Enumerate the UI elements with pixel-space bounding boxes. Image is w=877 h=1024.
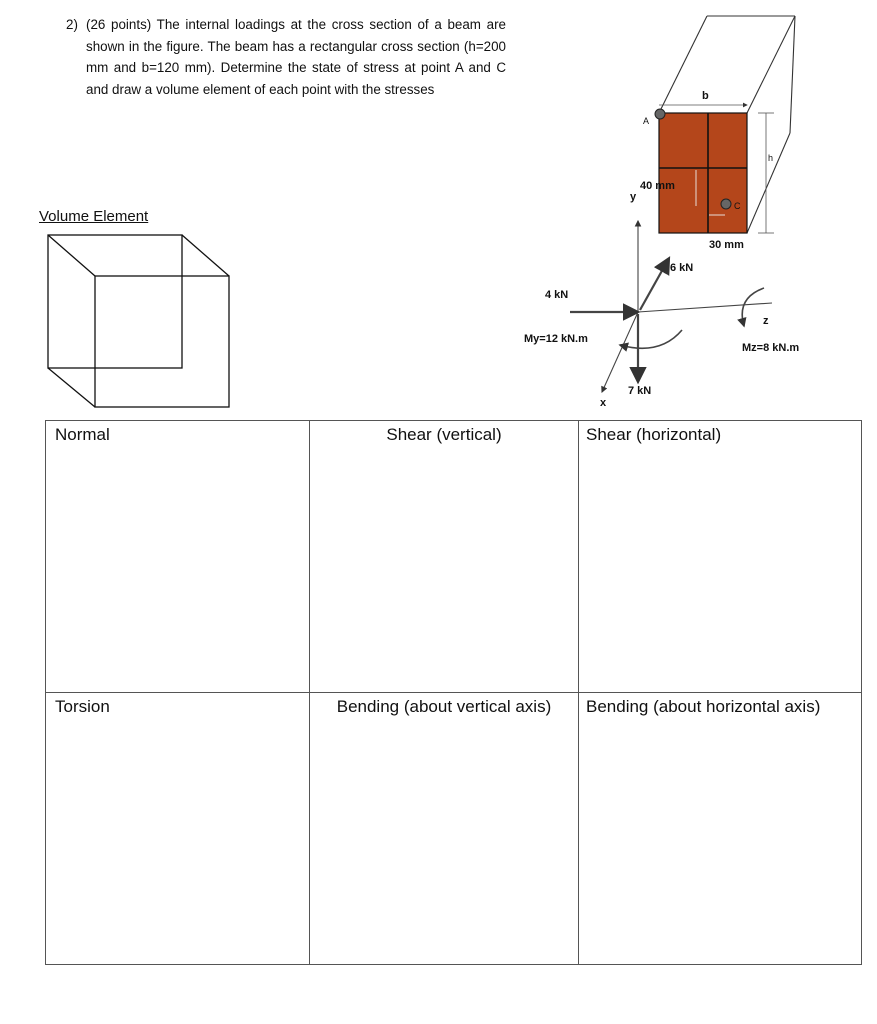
problem-number: 2)	[66, 17, 78, 32]
cell-shear-vertical	[310, 421, 579, 693]
moment-mz-arrow	[742, 288, 764, 326]
point-c-marker	[721, 199, 731, 209]
cell-label: Normal	[55, 425, 110, 444]
table-row	[46, 421, 862, 693]
axis-x-label: x	[600, 397, 607, 409]
dim-40-label: 40 mm	[640, 180, 675, 192]
force-6kn-label: 6 kN	[670, 262, 694, 274]
cell-bending-horizontal	[579, 693, 862, 965]
dimension-h	[758, 113, 774, 233]
moment-my-label: My=12 kN.m	[524, 333, 588, 345]
dimension-b	[659, 90, 747, 105]
x-axis	[602, 312, 638, 392]
force-4kn-label: 4 kN	[545, 289, 569, 301]
cell-label: Bending (about vertical axis)	[336, 697, 552, 716]
force-6kn-arrow	[640, 260, 668, 310]
volume-element-label: Volume Element	[39, 208, 149, 225]
stress-table	[45, 420, 862, 965]
cell-label: Bending (about horizontal axis)	[586, 697, 821, 716]
moment-my-arrow	[620, 330, 682, 348]
moment-mz-label: Mz=8 kN.m	[742, 342, 800, 354]
point-a-label: A	[643, 116, 650, 126]
cell-label: Torsion	[55, 697, 110, 716]
beam-loading-figure	[500, 8, 830, 410]
axis-y-label: y	[630, 191, 637, 203]
cell-normal	[46, 421, 310, 693]
force-7kn-label: 7 kN	[628, 385, 652, 397]
volume-element-cube	[46, 233, 236, 411]
cell-bending-vertical	[310, 693, 579, 965]
dim-b-label: b	[702, 90, 709, 102]
cell-label: Shear (vertical)	[386, 425, 502, 444]
axes	[602, 221, 772, 392]
problem-statement	[66, 14, 506, 100]
cross-section	[659, 113, 747, 233]
dim-h-label: h	[768, 153, 774, 163]
axis-z-label: z	[763, 315, 769, 327]
problem-text: (26 points) The internal loadings at the cross section of a beam are shown in the figure. The beam has a rectangular cross section (h=200 mm and b=120 mm). Determine the state of stress at point A and C and draw a volume element of each point with the stresses	[86, 17, 506, 97]
z-axis	[638, 303, 772, 312]
cell-label: Shear (horizontal)	[586, 425, 722, 444]
point-c-label: C	[734, 201, 741, 211]
dim-30-label: 30 mm	[709, 239, 744, 251]
point-a-marker	[655, 109, 665, 119]
table-row	[46, 693, 862, 965]
cell-shear-horizontal	[579, 421, 862, 693]
cell-torsion	[46, 693, 310, 965]
